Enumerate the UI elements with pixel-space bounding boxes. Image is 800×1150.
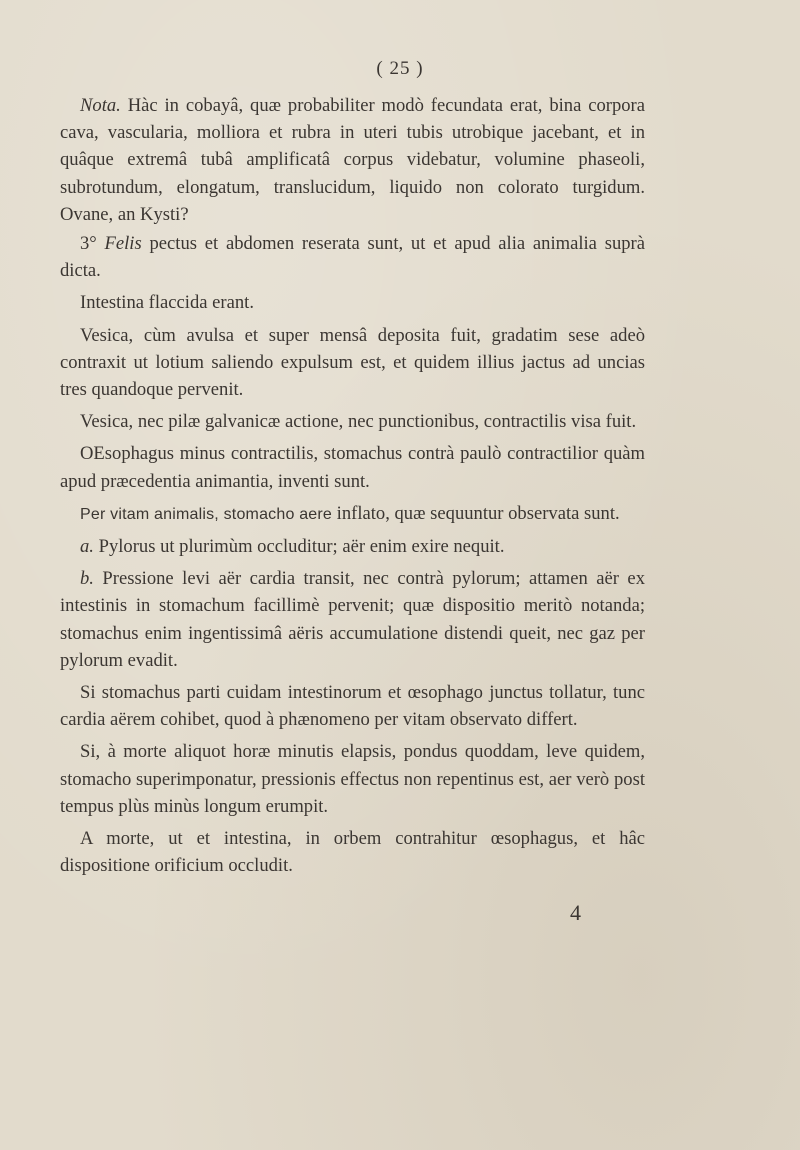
- paragraph-a: [60, 533, 645, 560]
- paragraph-text: Pylorus ut plurimùm occluditur; aër enim exire nequit.: [93, 536, 505, 558]
- paragraph-lead: a.: [80, 536, 94, 558]
- paragraph-intestina: Intestina flaccida erant.: [80, 292, 254, 314]
- paragraph-vesica-1: Vesica, cùm avulsa et super mensâ deposita fuit, gradatim sese adeò contraxit ut lotium saliendo expulsum est, et quidem illius jactus ad uncias tres quandoque pervenit.: [60, 324, 645, 401]
- paragraph-b: [60, 565, 645, 674]
- page-number: ( 25 ): [376, 58, 424, 79]
- paragraph-a-morte: A morte, ut et intestina, in orbem contrahitur œsophagus, et hâc dispositione orificium occludit.: [60, 828, 645, 877]
- paragraph-lead: 3°: [80, 233, 105, 255]
- paragraph-si-stomachus: Si stomachus parti cuidam intestinorum et œsophago junctus tollatur, tunc cardia aërem cohibet, quod à phænomeno per vitam observato differt.: [60, 682, 645, 731]
- paragraph-si-morte: Si, à morte aliquot horæ minutis elapsis, pondus quoddam, leve quidem, stomacho superimponatur, pressionis effectus non repentinus est, aer verò post tempus plùs minùs longum erumpit.: [60, 741, 645, 817]
- paragraph-oesophagus: OEsophagus minus contractilis, stomachus contrà paulò contractilior quàm apud præcedentia animantia, inventi sunt.: [60, 443, 645, 492]
- paragraph-felis: [60, 230, 645, 284]
- paragraph-lead: Nota.: [80, 95, 121, 116]
- paragraph-vesica-2: Vesica, nec pilæ galvanicæ actione, nec punctionibus, contractilis visa fuit.: [80, 411, 637, 433]
- paragraph-text: Hàc in cobayâ, quæ probabiliter modò fecundata erat, bina corpora cava, vascularia, molliora et rubra in uteri tubis utrobique jacebant, et in quâque extremâ tubâ amplificatâ corpus videbatur, volumine phaseoli, subrotundum, elongatum, translucidum, liquido non colorato turgidum. Ovane, an Kysti?: [60, 95, 645, 225]
- paragraph-text: Pressione levi aër cardia transit, nec contrà pylorum; attamen aër ex intestinis in stomachum facillimè pervenit; quæ dispositio meritò notanda; stomachus enim ingentissimâ aëris accumulatione distendi queit, nec gaz per pylorum evadit.: [60, 568, 645, 671]
- paragraph-lead: b.: [80, 568, 94, 590]
- paragraph-lead-italic: Felis: [104, 233, 142, 255]
- page-body: [60, 92, 645, 879]
- paragraph-text: inflato, quæ sequuntur observata sunt.: [332, 502, 620, 524]
- paragraph-lead-small: Per vitam animalis, stomacho aere: [80, 505, 333, 523]
- paragraph-nota: [60, 92, 645, 228]
- paragraph-per-vitam: [60, 500, 645, 528]
- paragraph-text: pectus et abdomen reserata sunt, ut et apud alia animalia suprà dicta.: [60, 233, 645, 282]
- signature-mark: 4: [570, 900, 581, 925]
